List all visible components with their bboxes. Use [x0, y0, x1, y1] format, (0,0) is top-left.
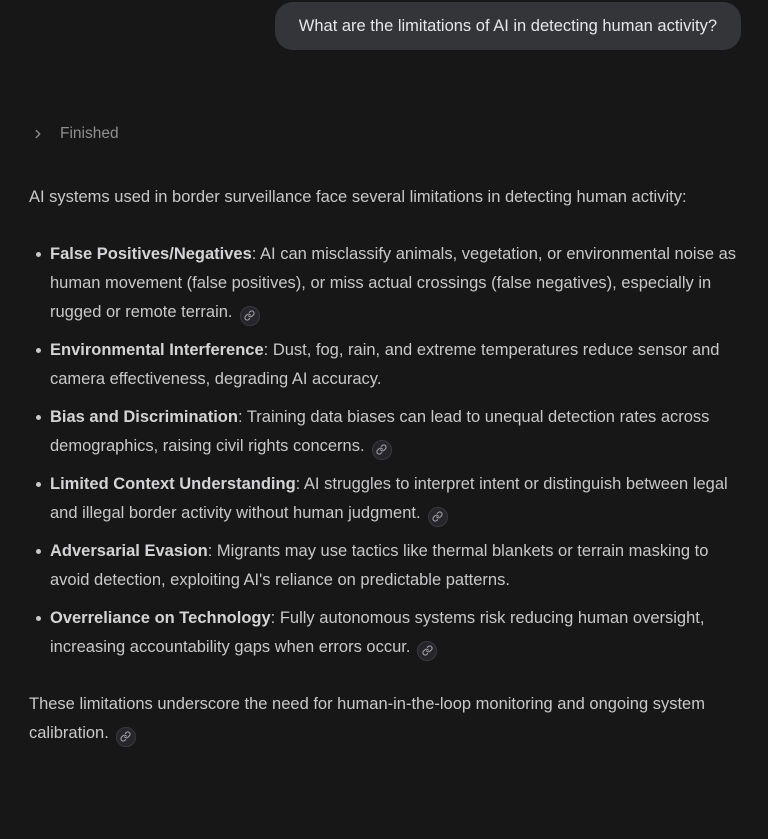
limitations-list: [29, 240, 741, 662]
closing-text: These limitations underscore the need for human-in-the-loop monitoring and ongoing system calibration.: [29, 695, 705, 742]
bullet-term: Overreliance on Technology: [50, 609, 271, 627]
user-message-text: What are the limitations of AI in detecting human activity?: [298, 17, 717, 35]
list-item: [29, 403, 741, 461]
bullet-term: False Positives/Negatives: [50, 245, 252, 263]
bullet-text: : Training data biases can lead to unequal detection rates across demographics, raising civil rights concerns.: [50, 408, 710, 455]
bullet-term: Environmental Interference: [50, 341, 264, 359]
assistant-message: [29, 183, 741, 748]
answer-intro: AI systems used in border surveillance face several limitations in detecting human activity:: [29, 188, 687, 206]
bullet-term: Adversarial Evasion: [50, 542, 208, 560]
user-message-bubble: [275, 2, 741, 50]
bullet-text: : AI can misclassify animals, vegetation, or environmental noise as human movement (false positives), or miss actual crossings (false negatives), especially in rugged or remote terrain.: [50, 245, 737, 321]
chevron-right-icon: [31, 127, 45, 141]
finished-disclosure[interactable]: [31, 124, 768, 144]
list-item: [29, 336, 741, 394]
bullet-text: : Migrants may use tactics like thermal blankets or terrain masking to avoid detection, exploiting AI's reliance on predictable patterns.: [50, 542, 709, 589]
list-item: [29, 240, 741, 327]
user-message-row: [0, 0, 768, 50]
bullet-term: Bias and Discrimination: [50, 408, 238, 426]
citation-link-icon[interactable]: [116, 727, 136, 747]
bullet-text: : Fully autonomous systems risk reducing human oversight, increasing accountability gaps when errors occur.: [50, 609, 705, 656]
citation-link-icon[interactable]: [240, 306, 260, 326]
citation-link-icon[interactable]: [428, 507, 448, 527]
citation-link-icon[interactable]: [417, 641, 437, 661]
list-item: [29, 470, 741, 528]
bullet-text: : AI struggles to interpret intent or distinguish between legal and illegal border activity without human judgment.: [50, 475, 728, 522]
bullet-text: : Dust, fog, rain, and extreme temperatures reduce sensor and camera effectiveness, degrading AI accuracy.: [50, 341, 720, 388]
citation-link-icon[interactable]: [372, 440, 392, 460]
finished-label: Finished: [60, 125, 119, 142]
answer-closing: [29, 690, 741, 748]
list-item: [29, 537, 741, 595]
list-item: [29, 604, 741, 662]
bullet-term: Limited Context Understanding: [50, 475, 296, 493]
